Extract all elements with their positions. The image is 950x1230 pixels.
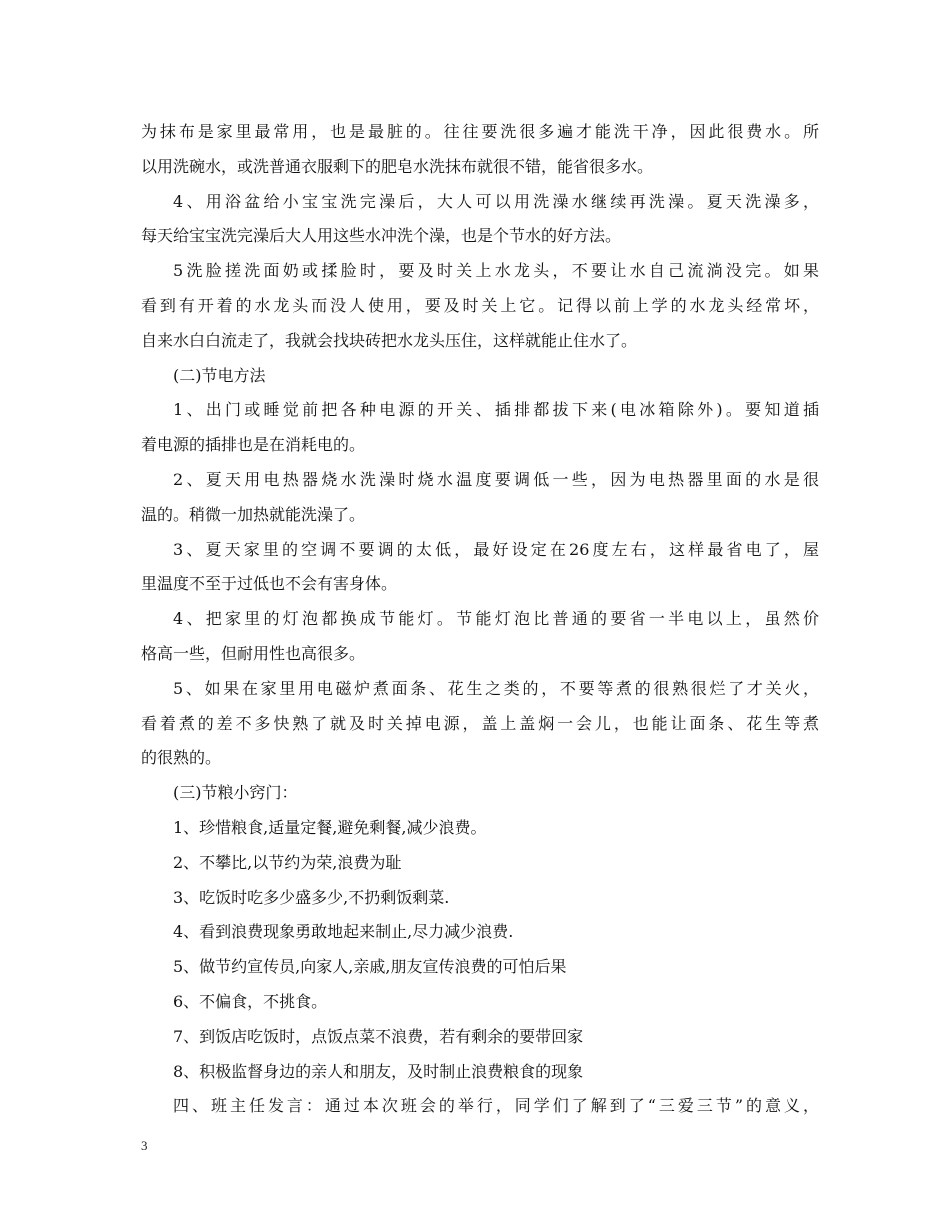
text-line: 温的。稍微一加热就能洗澡了。 — [141, 504, 366, 524]
text-line: 每天给宝宝洗完澡后大人用这些水冲洗个澡，也是个节水的好方法。 — [141, 226, 622, 246]
text-line: 四、班主任发言：通过本次班会的举行，同学们了解到了“三爱三节”的意义， — [173, 1096, 819, 1116]
page-number: 3 — [141, 1138, 148, 1153]
text-line: 以用洗碗水，或洗普通衣服剩下的肥皂水洗抹布就很不错，能省很多水。 — [141, 156, 654, 176]
text-line: 看到有开着的水龙头而没人使用，要及时关上它。记得以前上学的水龙头经常坏， — [141, 295, 819, 315]
text-line: 的很熟的。 — [141, 748, 222, 768]
text-line: 为抹布是家里最常用，也是最脏的。往往要洗很多遍才能洗干净，因此很费水。所 — [141, 122, 819, 141]
list-item: 8、积极监督身边的亲人和朋友，及时制止浪费粮食的现象 — [173, 1061, 584, 1081]
text-line: 看着煮的差不多快熟了就及时关掉电源，盖上盖焖一会儿，也能让面条、花生等煮 — [141, 713, 819, 733]
list-item: 1、珍惜粮食,适量定餐,避免剩餐,减少浪费。 — [173, 817, 487, 837]
text-line: 3、夏天家里的空调不要调的太低，最好设定在26度左右，这样最省电了，屋 — [173, 539, 819, 559]
text-line: 着电源的插排也是在消耗电的。 — [141, 435, 366, 455]
document-body — [141, 115, 819, 1124]
list-item: 3、吃饭时吃多少盛多少,不扔剩饭剩菜. — [173, 887, 450, 907]
text-line: 5、如果在家里用电磁炉煮面条、花生之类的，不要等煮的很熟很烂了才关火， — [173, 678, 819, 698]
text-line: 里温度不至于过低也不会有害身体。 — [141, 574, 398, 594]
text-line: 自来水白白流走了，我就会找块砖把水龙头压住，这样就能止住水了。 — [141, 330, 638, 350]
text-line: 4、用浴盆给小宝宝洗完澡后，大人可以用洗澡水继续再洗澡。夏天洗澡多， — [173, 191, 819, 211]
list-item: 6、不偏食，不挑食。 — [173, 991, 328, 1011]
list-item: 7、到饭店吃饭时，点饭点菜不浪费，若有剩余的要带回家 — [173, 1026, 584, 1046]
text-line: 1、出门或睡觉前把各种电源的开关、插排都拔下来(电冰箱除外)。要知道插 — [173, 400, 819, 420]
text-line: 5洗脸搓洗面奶或揉脸时，要及时关上水龙头，不要让水自己流淌没完。如果 — [173, 261, 819, 281]
list-item: 4、看到浪费现象勇敢地起来制止,尽力减少浪费. — [173, 922, 514, 942]
list-item: 2、不攀比,以节约为荣,浪费为耻 — [173, 852, 402, 872]
section-heading: (二)节电方法 — [173, 365, 266, 385]
text-line: 4、把家里的灯泡都换成节能灯。节能灯泡比普通的要省一半电以上，虽然价 — [173, 609, 819, 629]
list-item: 5、做节约宣传员,向家人,亲戚,朋友宣传浪费的可怕后果 — [173, 957, 567, 977]
section-heading: (三)节粮小窍门： — [173, 783, 298, 803]
text-line: 2、夏天用电热器烧水洗澡时烧水温度要调低一些，因为电热器里面的水是很 — [173, 469, 819, 489]
text-line: 格高一些，但耐用性也高很多。 — [141, 643, 366, 663]
